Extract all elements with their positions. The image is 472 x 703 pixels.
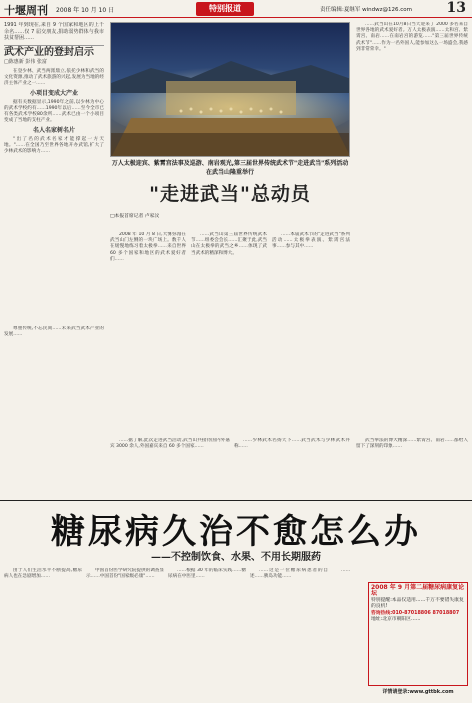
main-article-col-3 [272,232,350,432]
left-subhead-1: 小项目变成大产业 [29,89,78,97]
main-col-2-text: ……武当山第三届世界传统武术节……组委会会长……汇聚于此,武当山在太极拳的武当之乡……体现了武当武术的精深和博大。 [191,232,267,256]
right-col-text: ……武当山在10月8日当天迎来了 2000 多名来自世界各地的武术爱好者。万人太极表演……太和宫、紫霄宫、南岩……在南岩宫的游览……"第三届世界传统武术节"……作为一名外国人,能参加这么一场盛会,我感到非常荣幸。" [356,22,468,52]
ad-col-3 [168,568,246,700]
left-lower-text: 尊重传统,不忘民间……未来武当武术产业的发展…… [4,326,104,338]
ad-address: 地址:北京市朝阳区…… [371,617,421,623]
left-subhead-2: 名人名家树名片 [32,126,75,134]
main-headline-block [110,156,350,226]
ad-col-1-text: 由于人们生活水平不断提高,糖尿病人也在急剧增加…… [4,568,82,580]
lead-note: 1991 年到现在,来自 9 个国家和地区的上千余名……仅 7 届交朋友,捐助弱势群体与我市扶贫帮困…… [4,22,104,46]
performance-photo [110,22,350,157]
ad-website-link[interactable]: 详情请登录:www.gttbk.com [382,689,454,695]
ad-hotline: 咨询热线:010-87018806 87018807 [371,610,460,616]
ad-col-4 [250,568,328,700]
left-intro: 在登少林、武当两派鼎立,依托少林和武当的文化资源,推动了武术旅游的兴起,发展为当地的经济主体产业之一…… [4,68,104,87]
main-article-col-1 [110,232,186,432]
left-article-byline: □陈惠新 彭伟 张富 [4,58,47,65]
left-body-2: "出了名的武术名家才能撑起一方天地。"……在全国乃至世界各地开办武馆,扩大了少林武术的影响力…… [4,136,104,155]
editor-line: 责任编辑:夏继军 windwz@126.com [320,7,412,13]
ad-headline: 糖尿病久治不愈怎么办 [51,512,421,552]
left-body-1: 据有关数据显示,1990年之前,以少林为中心的武术学校约有……1990年以后……至今全市已有各类武术学校80余所……武术已由一个小项目变成了当地的支柱产业。 [4,99,104,124]
main-headline: "走进武当"总动员 [149,183,311,205]
ad-col-2 [86,568,164,700]
page-number: 13 [446,0,466,16]
main-article-col-2 [191,232,267,432]
right-article-col [356,22,468,432]
lower-col-1-text: ……据了解,此次走进武当活动,武当山共接待国内外嘉宾 3000 余人,外国嘉宾来自 60 多个国家…… [110,438,230,450]
ad-col-5 [332,568,366,700]
ad-box-title: 2008 年 9 月第二届糖尿病康复论坛 [371,584,465,598]
main-col-3-text: ……本届武术节的"走进武当"系列活动……太极拳表演、紫霄宫法事……参与其中…… [272,232,350,250]
lower-col-3-text: 武当拳法的博大精深……紫霄宫、南岩……都给人留下了深刻的印象…… [356,438,468,450]
lower-col-1 [110,438,230,498]
ad-col-1 [4,568,82,700]
lower-col-2-text: ……少林武术名扬天下……武当武术与少林武术并称…… [234,438,350,450]
lower-col-2 [234,438,350,498]
newspaper-brand: 十堰周刊 [4,4,48,17]
issue-date: 2008 年 10 月 10 日 [56,7,115,14]
left-article-title: 武术产业的登封启示 [4,46,94,58]
masthead [0,0,472,18]
ad-col-4-text: ……这是一位糖尿病患者的自述……胰岛功能…… [250,568,328,580]
ad-info-box [368,582,468,686]
ad-col-2-text: 中国首份医学研究院提供的调查显示……中国首份"国家级必康"…… [86,568,164,580]
main-article-byline: □本报首席记者 卢家汶 [110,214,160,219]
main-col-1-text: 2008 年 10 月 8 日,大雾弥漫在武当山门左侧的一块广场上。数千人在缓慢地练习着太极拳……来自世界 60 多个国家和地区的武术爱好者们…… [110,232,186,262]
ad-col-5-text: …… [341,568,351,573]
lower-col-3 [356,438,468,498]
headline-kicker: 万人太极迎宾、紫霄宫法事及巡游、南岩观光,第三届世界传统武术节"走进武当"系列活动在武当山隆重举行 [111,160,349,176]
ad-box-text: 特别提醒:本品仅适用……千万不要错失康复的良机! [371,597,464,610]
ad-subheadline: ——不控制饮食、水果、不用长期服药 [151,552,321,563]
section-divider [0,500,472,501]
section-tag: 特别报道 [196,2,254,16]
left-lower-col [4,326,104,444]
ad-col-3-text: ……根据 30 年的临床实践……糖尿病在中医里…… [168,568,246,580]
